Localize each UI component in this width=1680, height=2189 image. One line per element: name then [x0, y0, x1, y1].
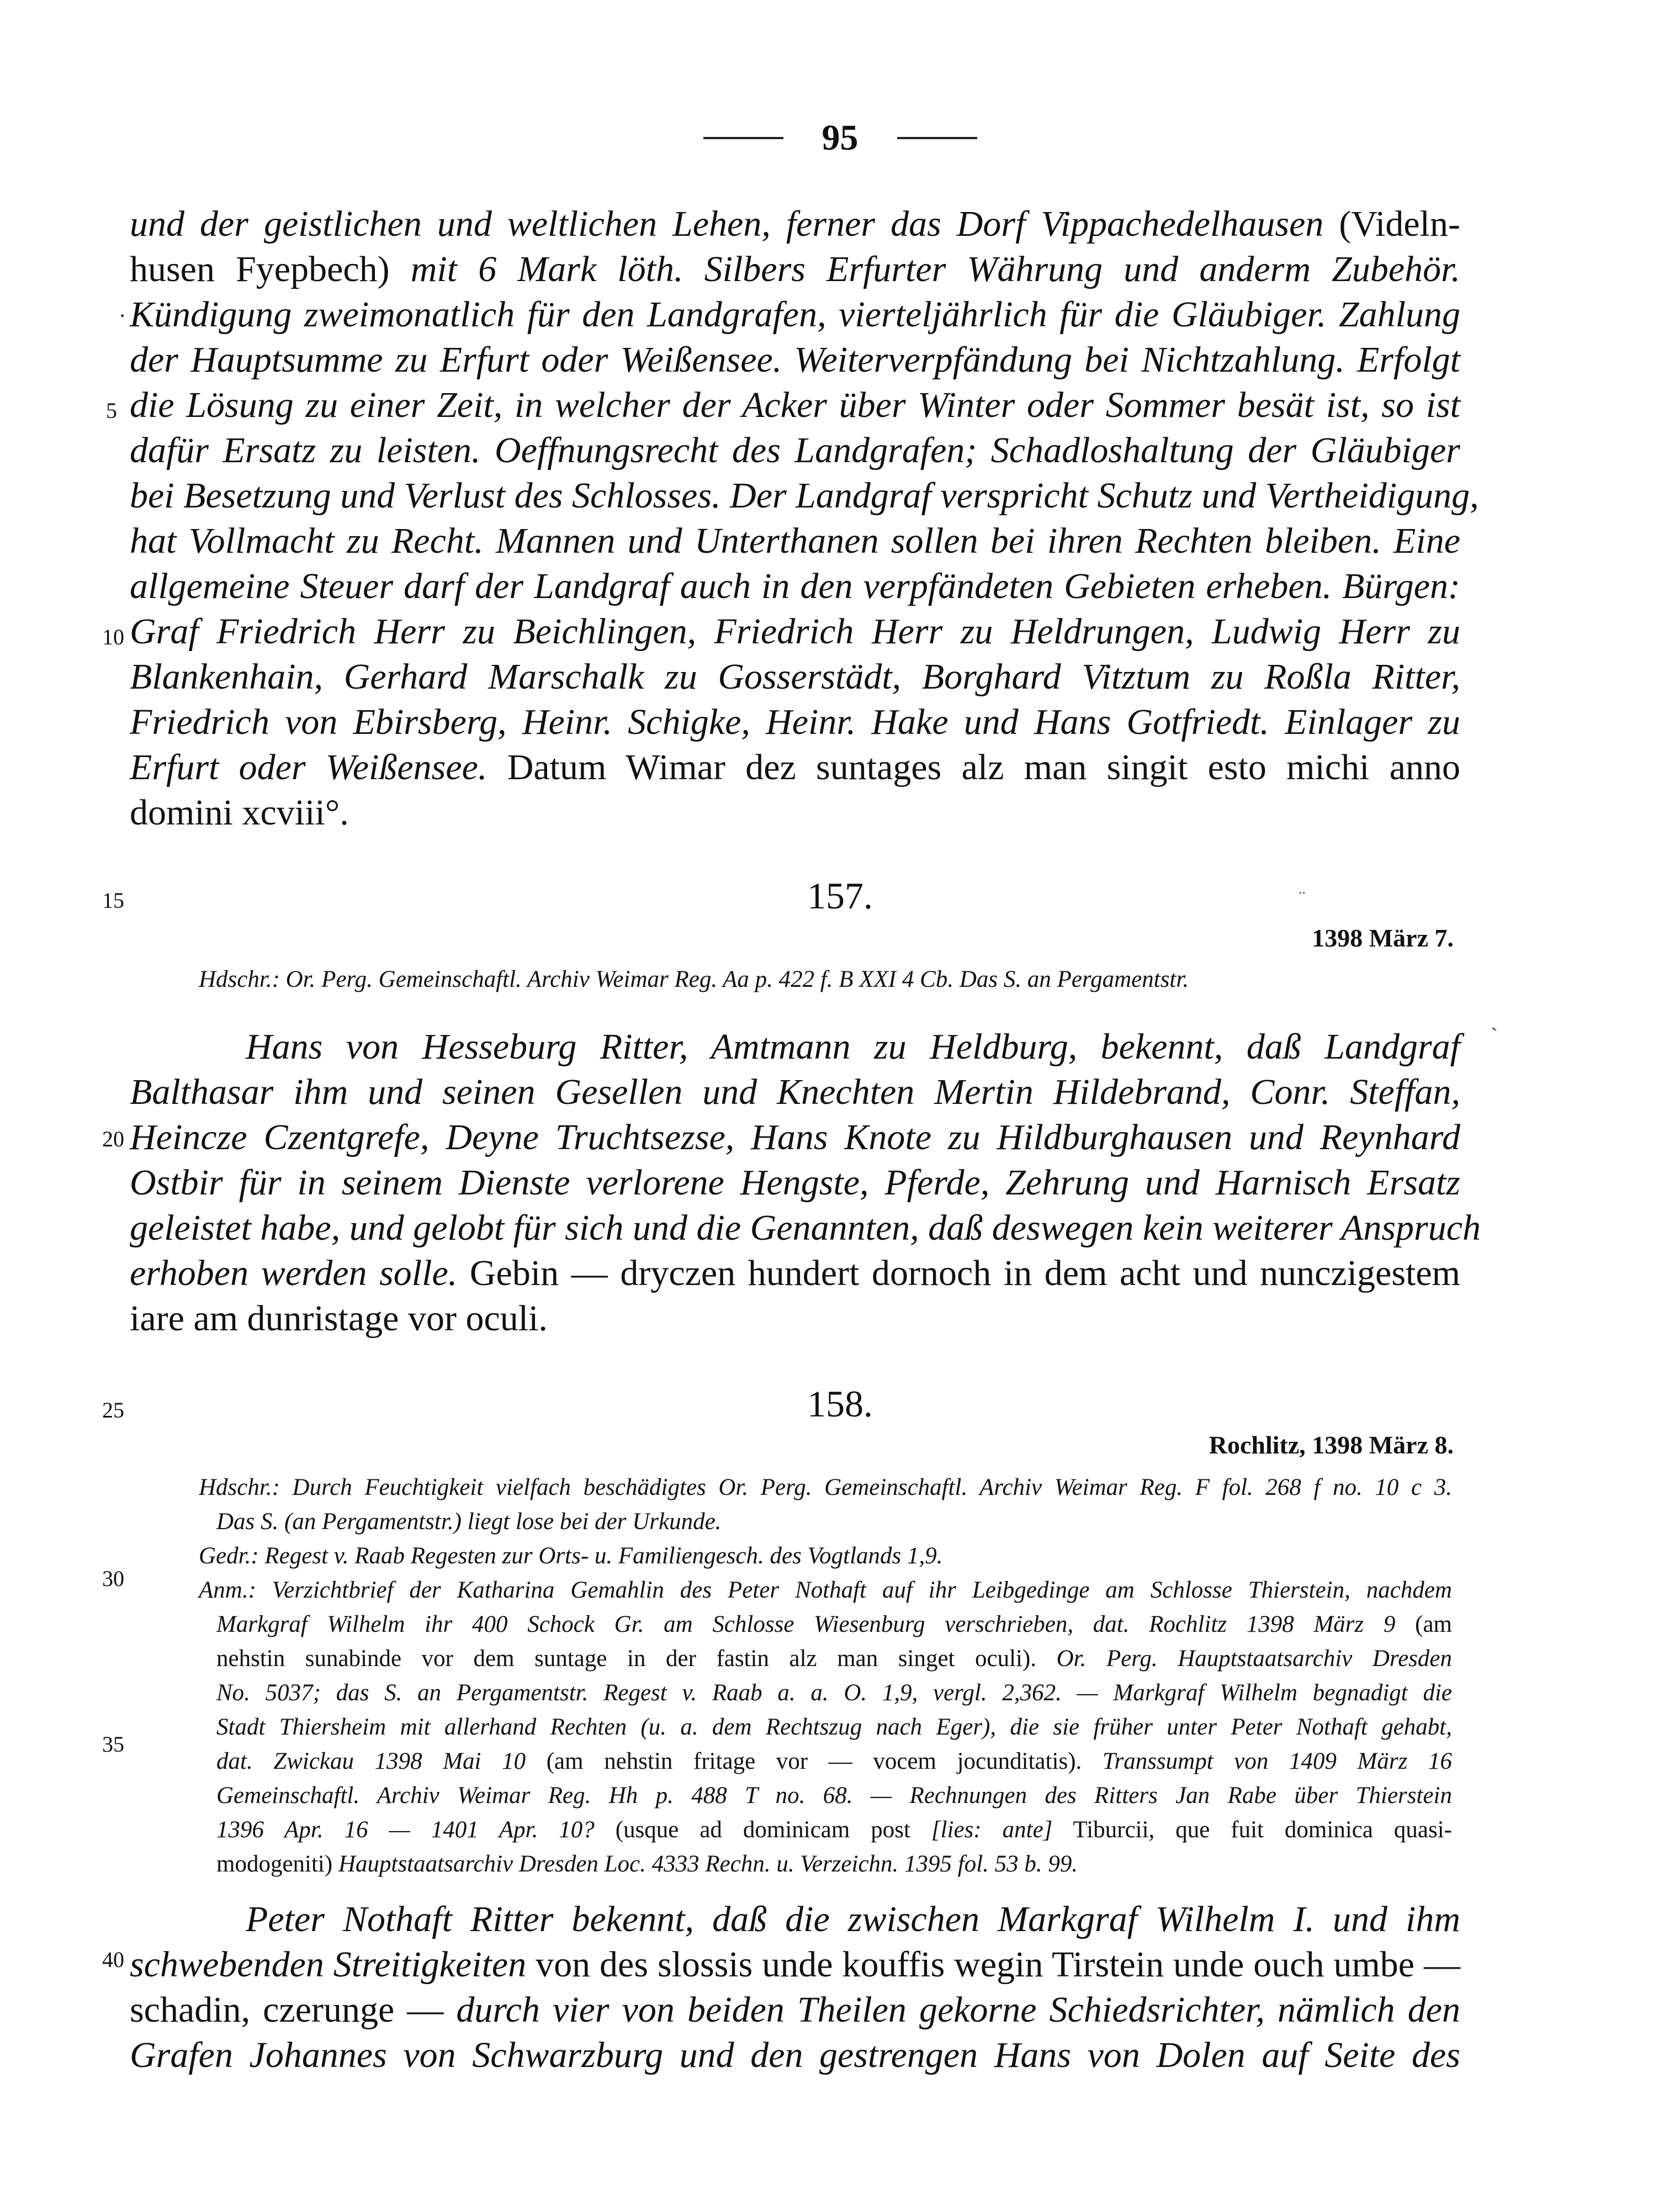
text-line: geleistet habe, und gelobt für sich und die Genannten, daß deswegen kein weiterer Anspruch	[130, 1208, 1481, 1248]
note-line: Gedr.: Regest v. Raab Regesten zur Orts- u. Familiengesch. des Vogtlands 1,9.	[199, 1543, 943, 1569]
line-number-5: 5	[106, 398, 117, 423]
text-line: Grafen Johannes von Schwarzburg und den gestrengen Hans von Dolen auf Seite des	[130, 2035, 1460, 2075]
text-line: die Lösung zu einer Zeit, in welcher der Acker über Winter oder Sommer besät ist, so ist	[130, 385, 1460, 425]
line-number-40: 40	[102, 1947, 124, 1972]
line-number-20: 20	[102, 1127, 124, 1151]
document-date-158: Rochlitz, 1398 März 8.	[1209, 1431, 1454, 1459]
note-line: Hdschr.: Durch Feuchtigkeit vielfach beschädigtes Or. Perg. Gemeinschaftl. Archiv Weimar Reg. F fol. 268 f no. 10 c 3.	[199, 1474, 1452, 1500]
document-number-158: 158.	[807, 1383, 873, 1425]
stray-tick: `	[1491, 1023, 1498, 1048]
page-number-dash-right	[897, 137, 977, 139]
text-line: Hans von Hesseburg Ritter, Amtmann zu Heldburg, bekennt, daß Landgraf	[246, 1027, 1460, 1067]
text-line: dafür Ersatz zu leisten. Oeffnungsrecht des Landgrafen; Schadloshaltung der Gläubiger	[130, 430, 1460, 470]
text-line: allgemeine Steuer darf der Landgraf auch in den verpfändeten Gebieten erheben. Bürgen:	[130, 566, 1460, 606]
page-number-dash-left	[703, 137, 783, 139]
source-note-157: Hdschr.: Or. Perg. Gemeinschaftl. Archiv Weimar Reg. Aa p. 422 f. B XXI 4 Cb. Das S. an Pergamentstr.	[199, 966, 1189, 992]
text-line: der Hauptsumme zu Erfurt oder Weißensee. Weiterverpfändung bei Nichtzahlung. Erfolgt	[130, 340, 1460, 380]
text-line: Graf Friedrich Herr zu Beichlingen, Friedrich Herr zu Heldrungen, Ludwig Herr zu	[130, 611, 1460, 652]
line-number-10: 10	[102, 625, 124, 649]
text-line: husen Fyepbech) mit 6 Mark löth. Silbers Erfurter Währung und anderm Zubehör.	[130, 249, 1460, 289]
text-line: iare am dunristage vor oculi.	[130, 1298, 548, 1339]
document-number-157: 157.	[807, 875, 873, 917]
line-number-25: 25	[102, 1398, 124, 1423]
note-line: Gemeinschaftl. Archiv Weimar Reg. Hh p. 488 T no. 68. — Rechnungen des Ritters Jan Rabe über Thierstein	[216, 1783, 1452, 1809]
text-line: Ostbir für in seinem Dienste verlorene Hengste, Pferde, Zehrung und Harnisch Ersatz	[130, 1162, 1460, 1203]
text-line: hat Vollmacht zu Recht. Mannen und Unterthanen sollen bei ihren Rechten bleiben. Eine	[130, 521, 1460, 561]
text-line: Erfurt oder Weißensee. Datum Wimar dez suntages alz man singit esto michi anno	[130, 747, 1460, 787]
text-line: domini xcviii°.	[130, 792, 349, 833]
note-line: No. 5037; das S. an Pergamentstr. Regest v. Raab a. a. O. 1,9, vergl. 2,362. — Markgraf Wilhelm begnadigt die	[216, 1680, 1452, 1706]
note-line: 1396 Apr. 16 — 1401 Apr. 10? (usque ad dominicam post [lies: ante] Tiburcii, que fuit dominica quasi-	[216, 1817, 1452, 1843]
note-line: dat. Zwickau 1398 Mai 10 (am nehstin fritage vor — vocem jocunditatis). Transsumpt von 1409 März 16	[216, 1748, 1452, 1774]
line-number-15: 15	[102, 888, 124, 913]
text-line: schadin, czerunge — durch vier von beiden Theilen gekorne Schiedsrichter, nämlich den	[130, 1990, 1460, 2030]
page-number-value: 95	[822, 118, 858, 158]
margin-dot: ·	[119, 303, 126, 328]
text-line: und der geistlichen und weltlichen Lehen, ferner das Dorf Vippachedelhausen (Videln-	[130, 204, 1460, 244]
text-line: bei Besetzung und Verlust des Schlosses. Der Landgraf verspricht Schutz und Vertheidigung,	[130, 475, 1479, 516]
note-line: nehstin sunabinde vor dem suntage in der fastin alz man singet oculi). Or. Perg. Hauptstaatsarchiv Dresden	[216, 1646, 1452, 1672]
line-number-30: 30	[102, 1566, 124, 1591]
page-number	[0, 117, 1680, 159]
note-line: Stadt Thiersheim mit allerhand Rechten (u. a. dem Rechtszug nach Eger), die sie früher unter Peter Nothaft gehabt,	[216, 1714, 1452, 1740]
note-line: Das S. (an Pergamentstr.) liegt lose bei der Urkunde.	[216, 1509, 722, 1535]
note-line: modogeniti) Hauptstaatsarchiv Dresden Loc. 4333 Rechn. u. Verzeichn. 1395 fol. 53 b. 99.	[216, 1851, 1078, 1877]
text-line: Balthasar ihm und seinen Gesellen und Knechten Mertin Hildebrand, Conr. Steffan,	[130, 1072, 1460, 1112]
document-date-157: 1398 März 7.	[1312, 924, 1454, 952]
text-line: Peter Nothaft Ritter bekennt, daß die zwischen Markgraf Wilhelm I. und ihm	[246, 1899, 1460, 1939]
text-line: Friedrich von Ebirsberg, Heinr. Schigke, Heinr. Hake und Hans Gotfriedt. Einlager zu	[130, 702, 1460, 742]
note-line: Markgraf Wilhelm ihr 400 Schock Gr. am Schlosse Wiesenburg verschrieben, dat. Rochlitz 1398 März 9 (am	[216, 1611, 1452, 1637]
text-line: Kündigung zweimonatlich für den Landgrafen, vierteljährlich für die Gläubiger. Zahlung	[130, 294, 1460, 335]
note-line: Anm.: Verzichtbrief der Katharina Gemahlin des Peter Nothaft auf ihr Leibgedinge am Schlosse Thierstein, nachdem	[199, 1577, 1452, 1603]
line-number-35: 35	[102, 1732, 124, 1757]
text-line: schwebenden Streitigkeiten von des slossis unde kouffis wegin Tirstein unde ouch umbe —	[130, 1944, 1460, 1985]
text-line: Blankenhain, Gerhard Marschalk zu Gosserstädt, Borghard Vitztum zu Roßla Ritter,	[130, 657, 1460, 697]
text-line: Heincze Czentgrefe, Deyne Truchtsezse, Hans Knote zu Hildburghausen und Reynhard	[130, 1117, 1460, 1157]
text-line: erhoben werden solle. Gebin — dryczen hundert dornoch in dem acht und nunczigestem	[130, 1253, 1460, 1293]
stray-marks: ..	[1299, 881, 1306, 897]
